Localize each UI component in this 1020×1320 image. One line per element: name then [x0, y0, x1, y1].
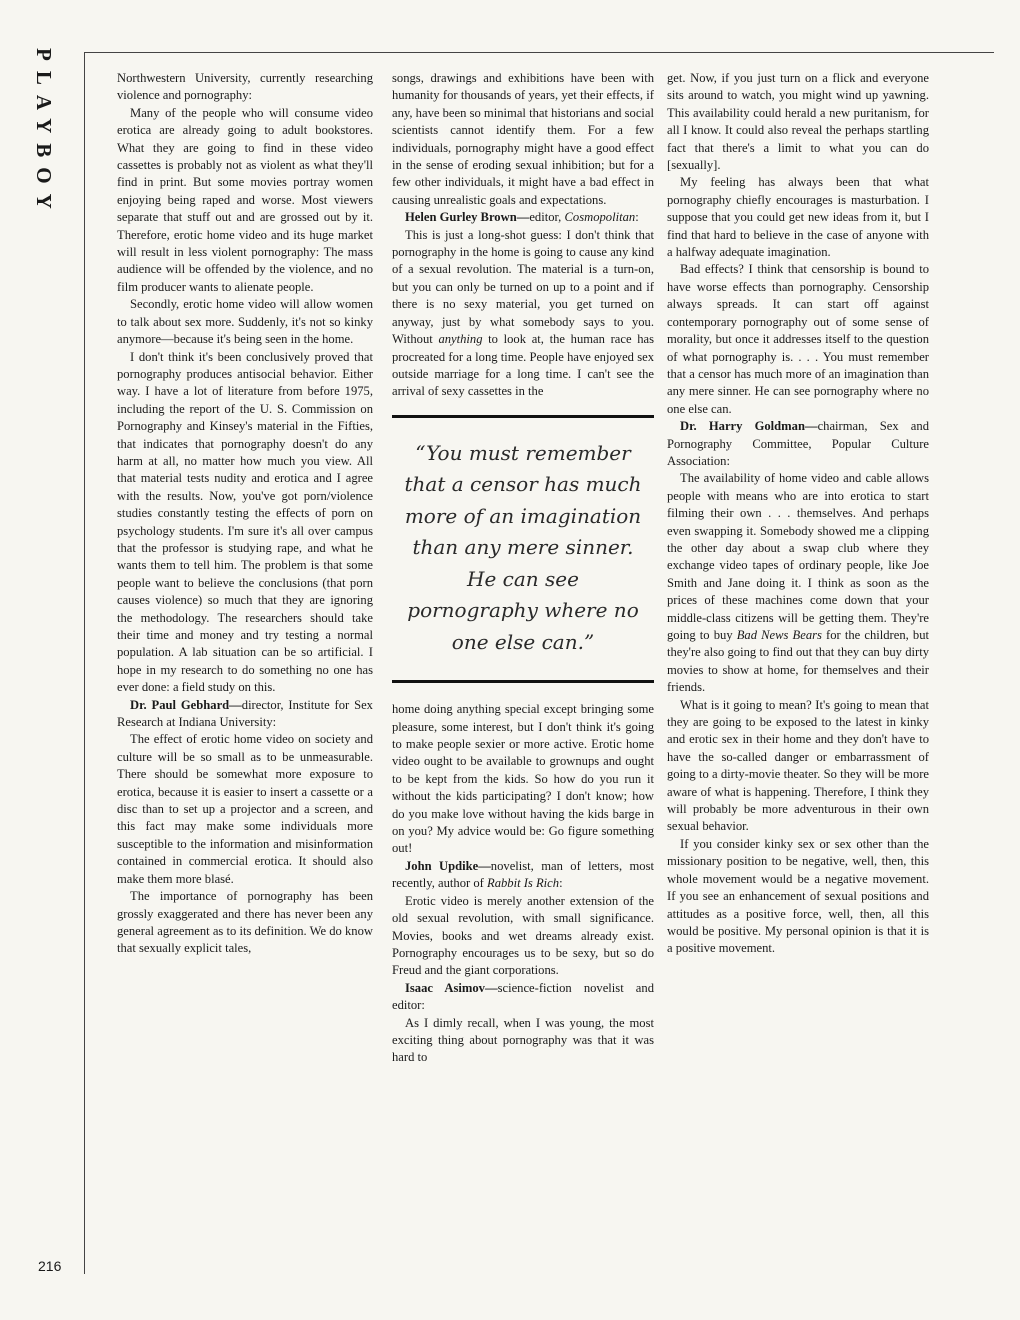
frame-divider-vertical — [84, 52, 85, 1274]
page-number: 216 — [38, 1258, 62, 1274]
paragraph: Northwestern University, currently researching violence and pornography: — [117, 71, 373, 103]
masthead-text: PLAYBOY — [32, 48, 56, 219]
paragraph-text: This is just a long-shot guess: I don't think that pornography in the home is going to cause any kind of a sexual revolution. The material is a turn-on, but you can only be turned on up to a point and if there is no sexy material, you get turned on anyway, just by what somebody says to you. Without — [392, 227, 654, 347]
speaker-name: Helen Gurley Brown— — [405, 210, 530, 225]
column-3 — [667, 70, 929, 1270]
paragraph-emphasis: anything — [438, 332, 483, 347]
speaker-name: Dr. Harry Goldman— — [680, 419, 818, 434]
paragraph-text: to look at, the human race has procreated for a long time. People have enjoyed sex outside marriage for a long time. I can't see the arrival of sexy cassettes in the — [392, 332, 654, 399]
speaker-title: novelist, man of letters, most recently, author of — [392, 858, 654, 891]
attribution-colon: : — [635, 210, 639, 225]
publication-title: Cosmopolitan — [564, 210, 636, 225]
paragraph: Secondly, erotic home video will allow women to talk about sex more. Suddenly, it's not so kinky anymore—because it's being seen in the home. — [117, 297, 373, 347]
book-title: Rabbit Is Rich — [487, 876, 560, 891]
paragraph — [392, 227, 654, 401]
paragraph: I don't think it's been conclusively proved that pornography produces antisocial behavior. Either way. I have a lot of literature from before 1975, including the report of the U. S. Commission on Pornography and Kinsey's material in the Fifties, that indicates that pornography doesn't do any harm at all, no matter how much you view. All that material tests nudity and erotica and I agree with the results. Now, you've got porn/violence studies constantly testing the effects of porn on psychology students. I'm sure it's all over campus that the professor is studying rape, and what he wants them to tell him. The problem is that some people want to believe the conclusions (that porn causes violence) so much that they are ignoring the methodology. The researchers should take their time and money and try testing a normal population. A lab situation can be so artificial. I hope in my research to do something no one has ever done: a field study on this. — [117, 349, 373, 695]
paragraph-text: The availability of home video and cable allows people with means who are into erotica to start filming their own . . . themselves. And perhaps even swapping it. Somebody showed me a clipping the other day about a swap club where they exchange video tapes of ordinary people, like Joe Smith and Jane doing it. I think as soon as the prices of these machines come down that your middle-class citizens will be getting them. They're going to buy — [667, 471, 929, 642]
speaker-attribution — [392, 980, 654, 1015]
paragraph: My feeling has always been that what pornography chiefly encourages is masturbation. I suppose that you could get new ideas from it, but I find that hard to believe in the case of anyone with a halfway adequate imagination. — [667, 175, 929, 260]
column-1 — [117, 70, 373, 1270]
speaker-attribution — [117, 697, 373, 732]
paragraph: As I dimly recall, when I was young, the most exciting thing about pornography was that it was hard to — [392, 1015, 654, 1065]
movie-title: Bad News Bears — [736, 628, 822, 642]
paragraph: get. Now, if you just turn on a flick and everyone sits around to watch, you might wind up yawning. This availability could herald a new puritanism, for all I know. It could also reveal the perhaps startling fact that there's a limit to what you can do [sexually]. — [667, 71, 929, 173]
paragraph: Many of the people who will consume video erotica are already going to adult bookstores. What they are going to find in these video cassettes is probably not as violent as what they'll find in print. But some movies portray women enjoying being raped and worse. Most viewers separate that stuff out and are grossed out by it. Therefore, erotic home video and its huge market will result in less violent pornography: The mass audience will be offended by the violence, and no film producer wants to alienate people. — [117, 105, 373, 294]
speaker-name: Isaac Asimov— — [405, 980, 498, 995]
speaker-attribution — [392, 858, 654, 893]
speaker-title: editor, — [529, 210, 562, 225]
paragraph: Erotic video is merely another extension of the old sexual revolution, with small significance. Movies, books and wet dreams already exist. Pornography encourages us to be sexy, but so do Freud and the giant corporations. — [392, 893, 654, 978]
paragraph: songs, drawings and exhibitions have been with humanity for thousands of years, yet their effects, if any, have been so minimal that historians and social scientists cannot identify them. For a few individuals, pornography might have a good effect in the sense of eroding sexual inhibition; but for a few other individuals, it might have a bad effect in causing unrealistic goals and expectations. — [392, 71, 654, 207]
speaker-attribution — [667, 418, 929, 470]
speaker-title: chairman, Sex and Pornography Committee, Popular Culture Association: — [667, 419, 929, 468]
frame-divider-horizontal — [84, 52, 994, 53]
speaker-title: director, Institute for Sex Research at Indiana University: — [117, 697, 373, 730]
paragraph — [667, 470, 929, 696]
paragraph: The importance of pornography has been grossly exaggerated and there has never been any general agreement as to its definition. We do know that sexually explicit tales, — [117, 889, 373, 956]
paragraph: The effect of erotic home video on society and culture will be so small as to be unmeasurable. There should be somewhat more exposure to erotica, because it is easier to insert a cassette or a disc than to set up a projector and a screen, and this fact may make some individuals more susceptible to the information and misinformation contained in commercial erotica. It should also make them more blasé. — [117, 732, 373, 886]
pull-quote: “You must remember that a censor has much more of an imagination than any mere sinner. He can see pornography where no one else can.” — [392, 415, 654, 684]
speaker-name: John Updike— — [405, 858, 491, 873]
paragraph: What is it going to mean? It's going to mean that they are going to be exposed to the latest in kinky and erotic sex in their home and they don't have to have the so-called danger or embarrassment of going to a dirty-movie theater. So they will be more aware of what is happening. Therefore, I think they will probably be more adventurous in their own sexual behavior. — [667, 697, 929, 834]
paragraph: home doing anything special except bringing some pleasure, some interest, but I don't think it's going to make people sexier or more active. Erotic home video ought to be available to grownups and ought to be kept from the kids. So how do you run it without the kids participating? I don't know; how do you make love without having the kids barge in on you? My advice would be: Go figure something out! — [392, 702, 654, 856]
speaker-title: science-fiction novelist and editor: — [392, 980, 654, 1013]
attribution-colon: : — [559, 876, 563, 891]
speaker-attribution — [392, 209, 654, 226]
column-2 — [392, 70, 654, 1270]
vertical-masthead — [18, 48, 64, 219]
paragraph: Bad effects? I think that censorship is bound to have worse effects than pornography. Censorship always spreads. It can start off against contemporary pornography out of some sense of morality, but once it addresses itself to the question of what pornography is. . . . You must remember that a censor has much more of an imagination than any mere sinner. He can see pornography where no one else can. — [667, 262, 929, 416]
paragraph-text: for the children, but they're also going to find out that they can buy dirty movies to show at home, for themselves and their friends. — [667, 628, 929, 695]
speaker-name: Dr. Paul Gebhard— — [130, 697, 242, 712]
paragraph: If you consider kinky sex or sex other than the missionary position to be negative, well, then, this whole movement would be a negative movement. If you see an enhancement of sexual positions and attitudes as a positive force, well, then, all this would be positive. My personal opinion is that it is a positive movement. — [667, 836, 929, 956]
